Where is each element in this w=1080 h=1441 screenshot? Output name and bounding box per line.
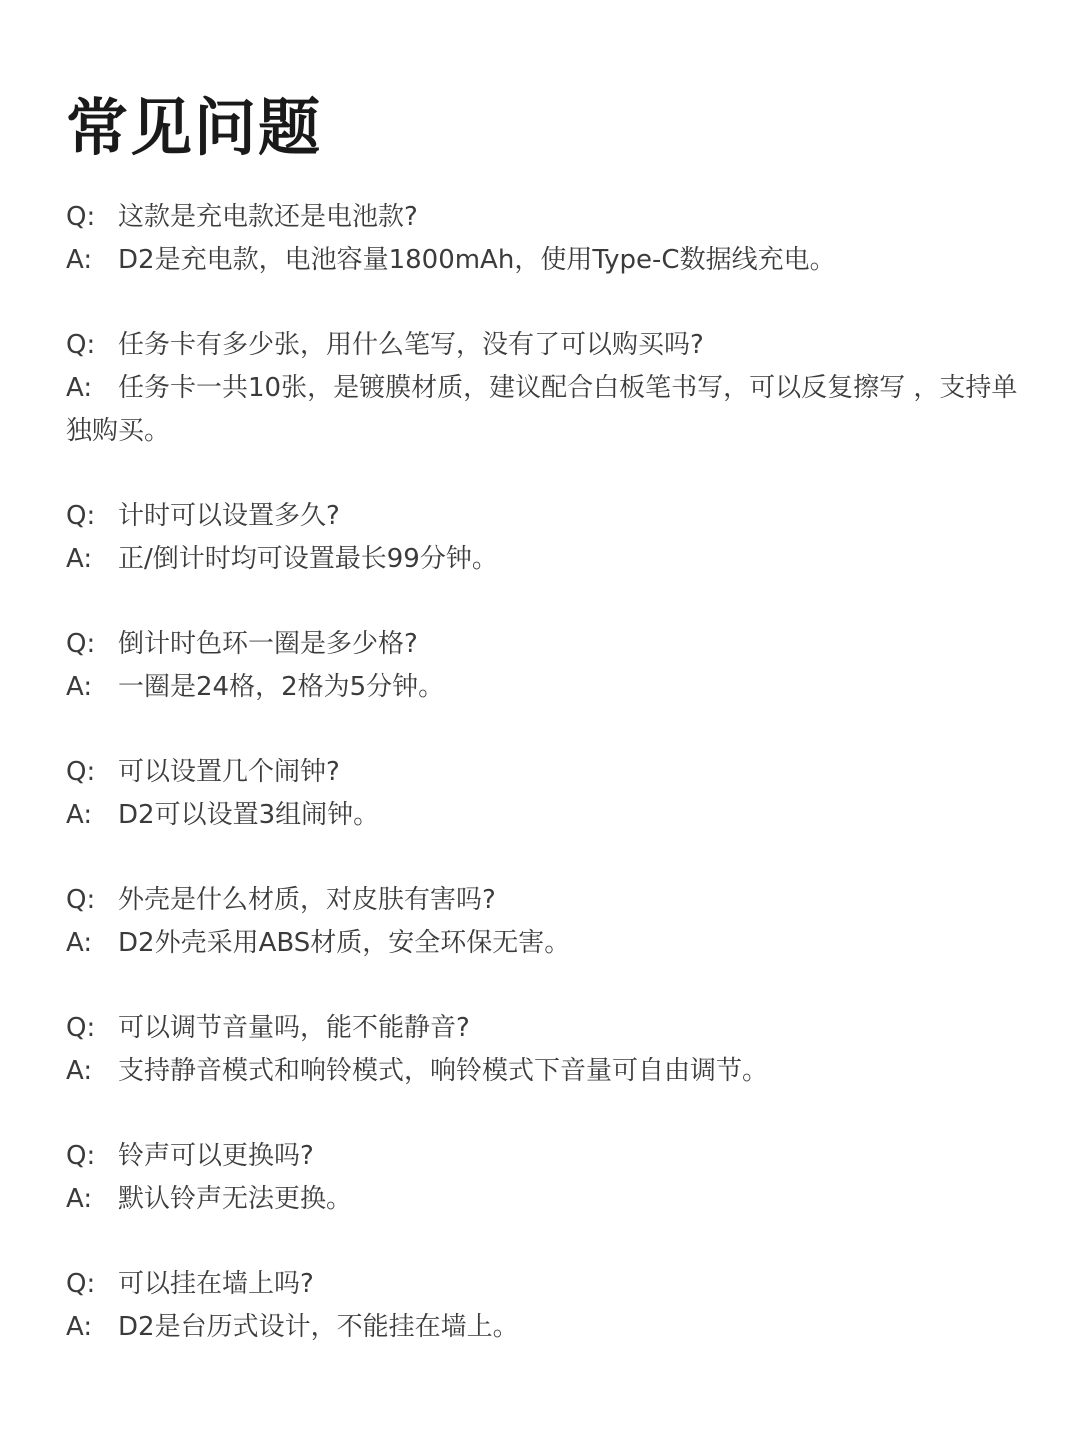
faq-question	[66, 1135, 1026, 1178]
faq-question	[66, 324, 1026, 367]
answer-prefix: A:	[66, 1056, 93, 1086]
faq-answer	[66, 666, 1026, 709]
faq-question	[66, 879, 1026, 922]
faq-item	[66, 196, 1026, 282]
question-text: 计时可以设置多久?	[118, 501, 340, 531]
faq-item	[66, 879, 1026, 965]
faq-item	[66, 495, 1026, 581]
answer-prefix: A:	[66, 544, 93, 574]
question-text: 任务卡有多少张，用什么笔写，没有了可以购买吗?	[118, 330, 704, 360]
question-prefix: Q:	[66, 501, 96, 531]
answer-prefix: A:	[66, 800, 93, 830]
answer-text: 支持静音模式和响铃模式，响铃模式下音量可自由调节。	[118, 1056, 769, 1086]
faq-question	[66, 623, 1026, 666]
answer-text: 默认铃声无法更换。	[118, 1184, 353, 1214]
faq-question	[66, 1263, 1026, 1306]
faq-answer	[66, 794, 1026, 837]
faq-answer	[66, 922, 1026, 965]
faq-item	[66, 1007, 1026, 1093]
faq-answer	[66, 367, 1026, 453]
question-prefix: Q:	[66, 885, 96, 915]
faq-answer	[66, 239, 1026, 282]
faq-question	[66, 1007, 1026, 1050]
question-text: 可以挂在墙上吗?	[118, 1269, 314, 1299]
faq-item	[66, 751, 1026, 837]
faq-answer	[66, 1306, 1026, 1349]
question-text: 这款是充电款还是电池款?	[118, 202, 418, 232]
answer-prefix: A:	[66, 245, 93, 275]
answer-prefix: A:	[66, 1312, 93, 1342]
question-text: 可以设置几个闹钟?	[118, 757, 340, 787]
question-text: 可以调节音量吗，能不能静音?	[118, 1013, 470, 1043]
answer-text: D2外壳采用ABS材质，安全环保无害。	[118, 928, 571, 958]
faq-question	[66, 751, 1026, 794]
answer-text: D2是台历式设计，不能挂在墙上。	[118, 1312, 519, 1342]
faq-item	[66, 623, 1026, 709]
faq-answer	[66, 538, 1026, 581]
question-text: 倒计时色环一圈是多少格?	[118, 629, 418, 659]
answer-text: 任务卡一共10张，是镀膜材质，建议配合白板笔书写，可以反复擦写 ，支持单独购买。	[66, 373, 1018, 446]
page-title: 常见问题	[66, 91, 323, 164]
faq-item	[66, 1135, 1026, 1221]
question-text: 外壳是什么材质，对皮肤有害吗?	[118, 885, 496, 915]
answer-prefix: A:	[66, 1184, 93, 1214]
answer-prefix: A:	[66, 928, 93, 958]
faq-answer	[66, 1050, 1026, 1093]
faq-item	[66, 324, 1026, 453]
answer-text: 一圈是24格，2格为5分钟。	[118, 672, 445, 702]
faq-list	[66, 196, 1026, 1391]
question-prefix: Q:	[66, 1013, 96, 1043]
answer-prefix: A:	[66, 373, 93, 403]
faq-item	[66, 1263, 1026, 1349]
question-prefix: Q:	[66, 1141, 96, 1171]
faq-answer	[66, 1178, 1026, 1221]
faq-question	[66, 495, 1026, 538]
answer-text: 正/倒计时均可设置最长99分钟。	[118, 544, 498, 574]
answer-prefix: A:	[66, 672, 93, 702]
faq-question	[66, 196, 1026, 239]
question-prefix: Q:	[66, 629, 96, 659]
question-prefix: Q:	[66, 757, 96, 787]
question-prefix: Q:	[66, 330, 96, 360]
question-text: 铃声可以更换吗?	[118, 1141, 314, 1171]
answer-text: D2可以设置3组闹钟。	[118, 800, 380, 830]
answer-text: D2是充电款，电池容量1800mAh，使用Type-C数据线充电。	[118, 245, 836, 275]
question-prefix: Q:	[66, 202, 96, 232]
question-prefix: Q:	[66, 1269, 96, 1299]
